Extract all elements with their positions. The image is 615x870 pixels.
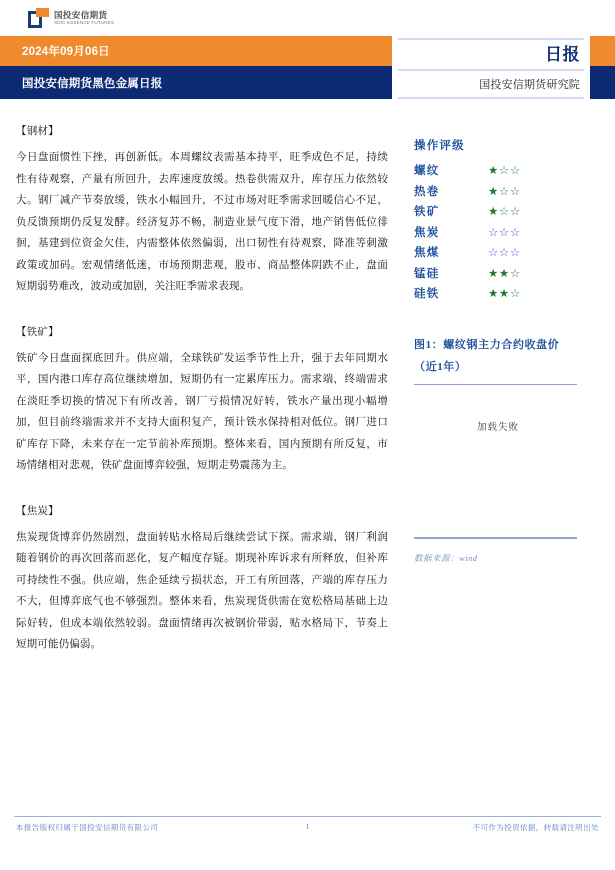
page-footer [0, 816, 615, 836]
rating-commodity-name: 焦煤 [414, 247, 440, 260]
logo-bar [0, 0, 615, 36]
figure-title [414, 334, 582, 378]
footer-divider [14, 816, 601, 817]
section-paragraph: 铁矿今日盘面探底回升。供应端，全球铁矿发运季节性上升，强于去年同期水平，国内港口库存高位继续增加，短期仍有一定累库压力。需求端，终端需求在淡旺季切换的情况下有所改善，钢厂亏损情况好转，铁水产量出现小幅增加，但目前终端需求并不支持大面积复产，预计铁水保持相对低位。钢厂进口矿库存下降，未来存在一定节前补库预期。整体来看，国内预期有所反复，市场情绪相对悲观，铁矿盘面博弈较强，短期走势震荡为主。 [16, 351, 388, 471]
rating-stars-icon: ★★☆ [488, 286, 521, 301]
header-divider-middle [398, 69, 584, 71]
figure-load-failed-text: 加载失败 [476, 423, 520, 433]
rating-commodity-name: 硅铁 [414, 288, 440, 301]
report-header [0, 36, 615, 99]
rating-stars-icon: ☆☆☆ [488, 224, 521, 239]
ratings-table [392, 115, 590, 304]
figure-title-line2: （近1年） [414, 360, 467, 373]
rating-commodity-name: 螺纹 [414, 165, 440, 178]
section-iron-ore [16, 324, 388, 477]
sidebar-column [392, 115, 590, 564]
rating-stars-icon: ★★☆ [488, 265, 521, 280]
section-steel [16, 123, 388, 298]
article-column [16, 123, 388, 682]
footer-copyright: 本报告版权归属于国投安信期货有限公司 [16, 823, 159, 832]
figure-chart-area [414, 385, 582, 537]
rating-row [414, 283, 590, 304]
footer-disclaimer: 不可作为投资依据，转载请注明出处 [472, 823, 599, 832]
figure-divider-bottom [414, 537, 577, 539]
logo-text [54, 11, 114, 25]
section-heading: 【焦炭】 [16, 504, 59, 517]
figure-1 [392, 334, 590, 564]
institute-label: 国投安信期货研究院 [479, 79, 580, 91]
section-paragraph: 今日盘面惯性下挫，再创新低。本周螺纹表需基本持平，旺季成色不足，持续性有待观察，产量有所回升，去库速度放缓。热卷供需双升，库存压力依然较大。钢厂减产节奏放缓，铁水小幅回升，不过市场对旺季需求回暖信心不足，负反馈预期仍反复发酵。经济复苏不畅，制造业景气度下滑，地产销售低位徘徊，基建到位资金欠佳，内需整体依然偏弱，出口韧性有待观察，降准等刺激政策或加码。宏观情绪低迷，市场预期悲观，股市、商品整体阴跌不止，盘面短期弱势难改，波动或加剧，关注旺季需求表现。 [16, 151, 388, 292]
logo-square-orange-icon [36, 8, 49, 17]
section-heading: 【铁矿】 [16, 325, 59, 338]
report-title: 国投安信期货黑色金属日报 [22, 78, 163, 90]
rating-stars-icon: ☆☆☆ [488, 245, 521, 260]
footer-page-number: 1 [305, 822, 310, 831]
document-type-label: 日报 [545, 45, 580, 64]
ratings-title: 操作评级 [414, 140, 465, 152]
figure-source: 数据来源：wind [414, 552, 478, 563]
rating-row [414, 160, 590, 181]
ratings-rows [414, 160, 590, 304]
footer-row [14, 822, 601, 836]
rating-stars-icon: ★☆☆ [488, 204, 521, 219]
rating-stars-icon: ★☆☆ [488, 163, 521, 178]
logo-name-en: SDIC ESSENCE FUTURES [54, 19, 115, 25]
section-paragraph: 焦炭现货博弈仍然剧烈，盘面转贴水格局后继续尝试下探。需求端，钢厂利润随着钢价的再次回落而恶化，复产幅度存疑。期现补库诉求有所释放，但补库可持续性不强。供应端，焦企延续亏损状态，开工有所回落，产端的库存压力不大，但博弈底气也不够强烈。整体来看，焦炭现货供需在宽松格局基础上边际好转，但成本端依然较弱。盘面情绪再次被钢价带弱，贴水格局下，节奏上短期可能仍偏弱。 [16, 530, 388, 650]
section-heading: 【钢材】 [16, 125, 59, 137]
rating-commodity-name: 锰硅 [414, 267, 440, 280]
rating-commodity-name: 焦炭 [414, 226, 440, 239]
rating-row [414, 222, 590, 243]
rating-stars-icon: ★☆☆ [488, 183, 521, 198]
rating-row [414, 181, 590, 202]
rating-commodity-name: 铁矿 [414, 206, 440, 219]
report-date: 2024年09月06日 [22, 46, 110, 58]
figure-title-line1: 图1：螺纹钢主力合约收盘价 [414, 338, 560, 351]
rating-row [414, 242, 590, 263]
company-logo [28, 8, 114, 29]
section-coke [16, 503, 388, 656]
rating-row [414, 201, 590, 222]
logo-name-cn: 国投安信期货 [54, 10, 108, 21]
logo-mark-icon [28, 8, 49, 29]
rating-row [414, 263, 590, 284]
rating-commodity-name: 热卷 [414, 185, 440, 198]
page-body [0, 99, 615, 844]
header-right-panel [392, 36, 590, 99]
